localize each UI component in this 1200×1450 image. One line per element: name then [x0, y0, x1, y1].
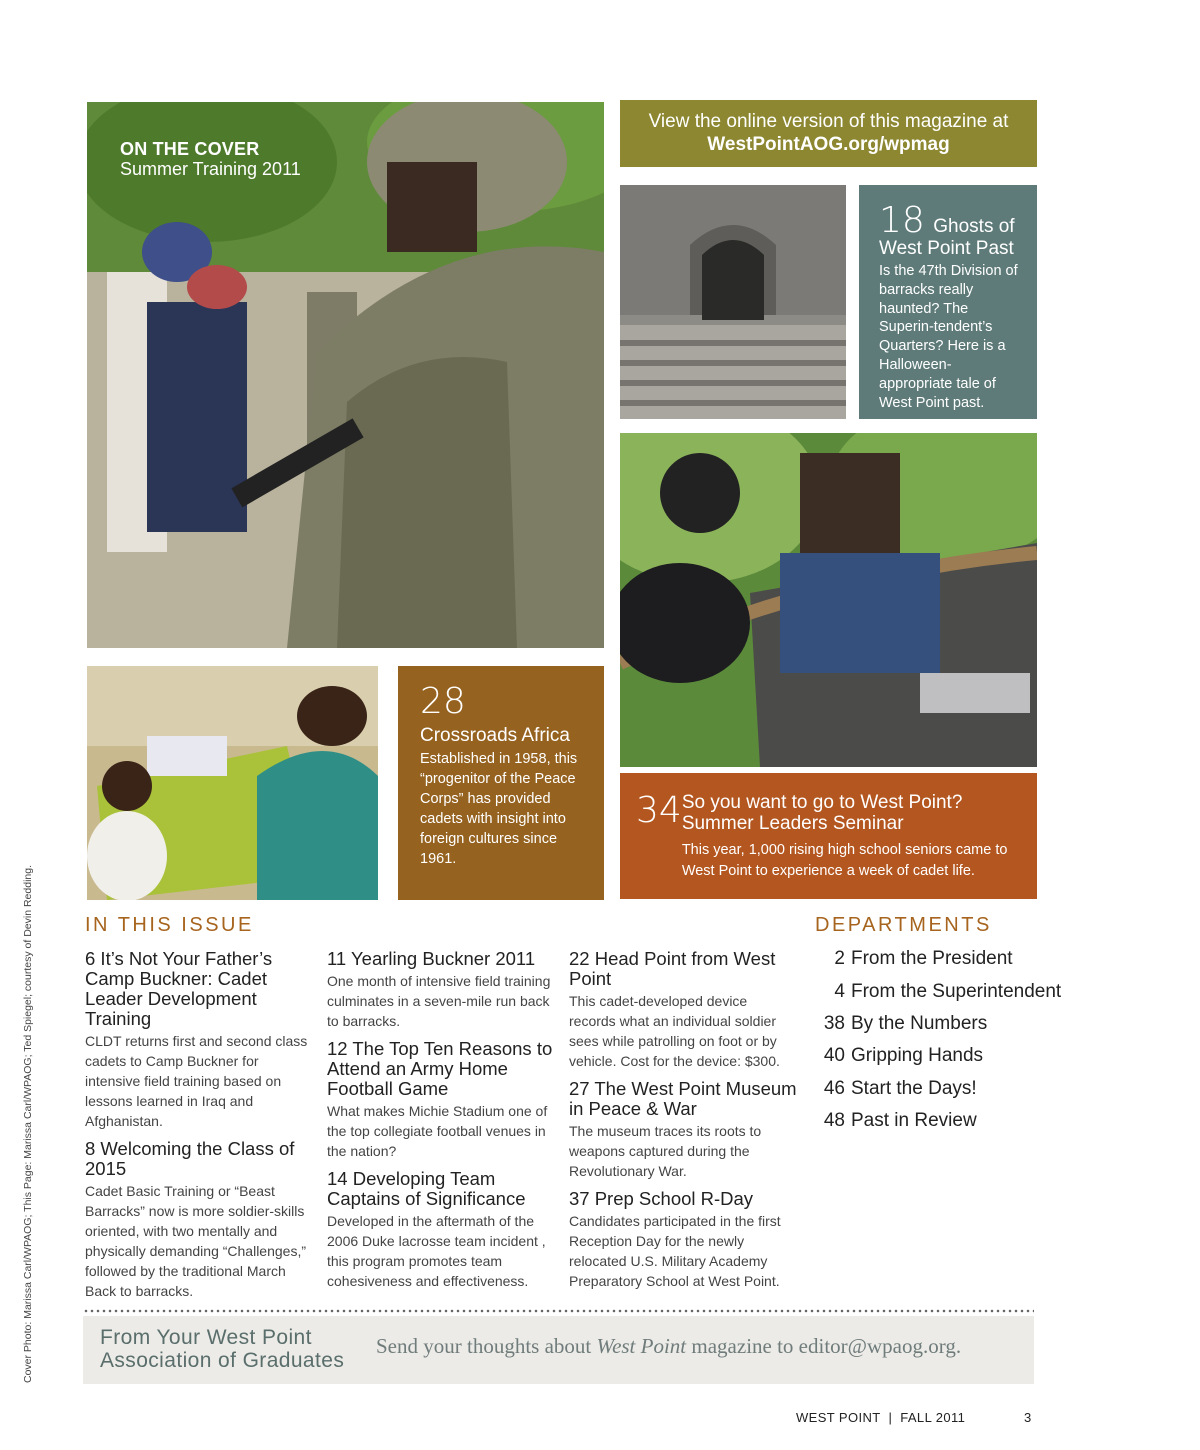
toc-item[interactable] [569, 949, 797, 1071]
toc-item[interactable] [327, 949, 555, 1031]
feature-28-number: 28 [420, 681, 466, 722]
toc-item-description: What makes Michie Stadium one of the top collegiate football venues in the nation? [327, 1102, 548, 1159]
rope-climb-photo [620, 433, 1037, 767]
feedback-text-pre: Send your thoughts about [376, 1334, 597, 1358]
feature-18-description: Is the 47th Division of barracks really haunted? The Superin-tendent’s Quarters? Here is a Halloween-appropriate tale of West Point past. [879, 262, 1018, 411]
toc-item[interactable] [327, 1039, 555, 1161]
feature-34-title-line2: Summer Leaders Seminar [681, 812, 904, 834]
feature-34-description: This year, 1,000 rising high school seniors came to West Point to experience a week of cadet life. [681, 841, 1008, 879]
department-label: Gripping Hands [851, 1045, 984, 1066]
feature-34-title-line1: So you want to go to West Point? [681, 792, 963, 813]
building-photo-image [620, 185, 846, 419]
toc-item-description: Candidates participated in the first Reception Day for the newly relocated U.S. Military Academy Preparatory School at West Point. [569, 1212, 781, 1289]
department-item[interactable] [811, 981, 1061, 1003]
toc-item[interactable] [327, 1169, 555, 1291]
toc-item-title: 27 The West Point Museum in Peace & War [569, 1078, 797, 1119]
toc-column-2 [327, 949, 555, 1299]
department-page: 38 [823, 1013, 845, 1034]
department-page: 48 [823, 1110, 845, 1131]
feature-34-number: 34 [636, 790, 682, 831]
department-item[interactable] [811, 1110, 977, 1132]
department-page: 2 [834, 948, 845, 969]
online-version-text: View the online version of this magazine at [648, 111, 1009, 132]
building-photo [620, 185, 846, 419]
toc-item-title: 22 Head Point from West Point [569, 948, 776, 989]
department-label: From the President [851, 948, 1013, 969]
aog-label-line2: Association of Graduates [100, 1349, 345, 1373]
toc-item-title: 37 Prep School R-Day [569, 1187, 754, 1209]
toc-item-description: The museum traces its roots to weapons captured during the Revolutionary War. [569, 1122, 762, 1179]
aog-label-line1: From Your West Point [100, 1326, 312, 1349]
departments-heading: DEPARTMENTS [815, 914, 992, 936]
toc-item-title: 8 Welcoming the Class of 2015 [85, 1137, 295, 1179]
department-page: 4 [834, 981, 845, 1002]
feature-18-title-part1: Ghosts of [933, 216, 1015, 237]
online-version-banner [620, 100, 1037, 167]
cover-label-title: Summer Training 2011 [120, 158, 301, 179]
feature-18-number: 18 [879, 200, 925, 241]
cover-photo-image [87, 102, 604, 648]
toc-item-title: 14 Developing Team Captains of Significance [327, 1167, 526, 1209]
feature-18-title-part2: West Point Past [879, 238, 1014, 259]
cover-label-kicker: ON THE COVER [120, 139, 260, 159]
toc-item[interactable] [569, 1079, 797, 1181]
feature-34-box[interactable] [620, 773, 1037, 899]
folio-publication: WEST POINT | FALL 2011 [796, 1410, 966, 1425]
department-label: Start the Days! [851, 1078, 977, 1099]
in-this-issue-heading: IN THIS ISSUE [85, 914, 254, 936]
folio-page-number: 3 [1024, 1410, 1032, 1425]
toc-item-description: One month of intensive field training culminates in a seven-mile run back to barracks. [327, 972, 551, 1029]
feedback-message [376, 1334, 961, 1359]
department-item[interactable] [811, 1045, 983, 1067]
toc-column-1 [85, 949, 313, 1309]
rope-climb-photo-image [620, 433, 1037, 767]
africa-clinic-photo [87, 666, 378, 900]
department-label: By the Numbers [851, 1013, 988, 1034]
toc-column-3 [569, 949, 797, 1299]
department-item[interactable] [811, 948, 1013, 970]
africa-clinic-photo-image [87, 666, 378, 900]
toc-item[interactable] [85, 1139, 313, 1301]
department-label: Past in Review [851, 1110, 977, 1131]
toc-item-title: 6 It’s Not Your Father’s Camp Buckner: Cadet Leader Development Training [85, 948, 273, 1029]
toc-item[interactable] [569, 1189, 797, 1291]
toc-item-description: This cadet-developed device records what an individual soldier sees while patrolling on foot or by vehicle. Cost for the device: $300. [569, 992, 780, 1069]
department-page: 40 [823, 1045, 845, 1066]
feature-28-title: Crossroads Africa [420, 725, 570, 746]
toc-item-description: Cadet Basic Training or “Beast Barracks” now is more soldier-skills oriented, with two mentally and physically demanding “Challenges,” followed by the traditional March Back to barracks. [85, 1182, 307, 1299]
cover-photo [87, 102, 604, 648]
department-label: From the Superintendent [851, 981, 1062, 1002]
feature-28-description: Established in 1958, this “progenitor of the Peace Corps” has provided cadets with insight into foreign cultures since 1961. [420, 750, 578, 867]
photo-credit: Cover Photo: Marissa Carl/WPAOG; This Page: Marissa Carl/WPAOG; Ted Spiegel; courtesy of Devin Redding. [22, 864, 34, 1383]
dotted-divider [83, 1308, 1034, 1314]
toc-item-description: Developed in the aftermath of the 2006 Duke lacrosse team incident , this program promotes team cohesiveness and effectiveness. [327, 1212, 546, 1289]
department-item[interactable] [811, 1078, 977, 1100]
feature-18-box[interactable] [859, 185, 1037, 419]
feedback-magazine-name: West Point [596, 1334, 687, 1358]
toc-item-title: 12 The Top Ten Reasons to Attend an Army Home Football Game [327, 1038, 553, 1099]
department-item[interactable] [811, 1013, 987, 1035]
feature-28-box[interactable] [398, 666, 604, 900]
cover-label [120, 140, 301, 180]
feedback-text-post[interactable]: magazine to editor@wpaog.org. [686, 1334, 962, 1358]
toc-item-description: CLDT returns first and second class cadets to Camp Buckner for intensive field training based on lessons learned in Iraq and Afghanistan. [85, 1032, 308, 1129]
department-page: 46 [823, 1078, 845, 1099]
toc-item-title: 11 Yearling Buckner 2011 [327, 948, 536, 969]
toc-item[interactable] [85, 949, 313, 1131]
aog-label [100, 1326, 344, 1372]
online-version-link[interactable]: WestPointAOG.org/wpmag [707, 133, 950, 155]
